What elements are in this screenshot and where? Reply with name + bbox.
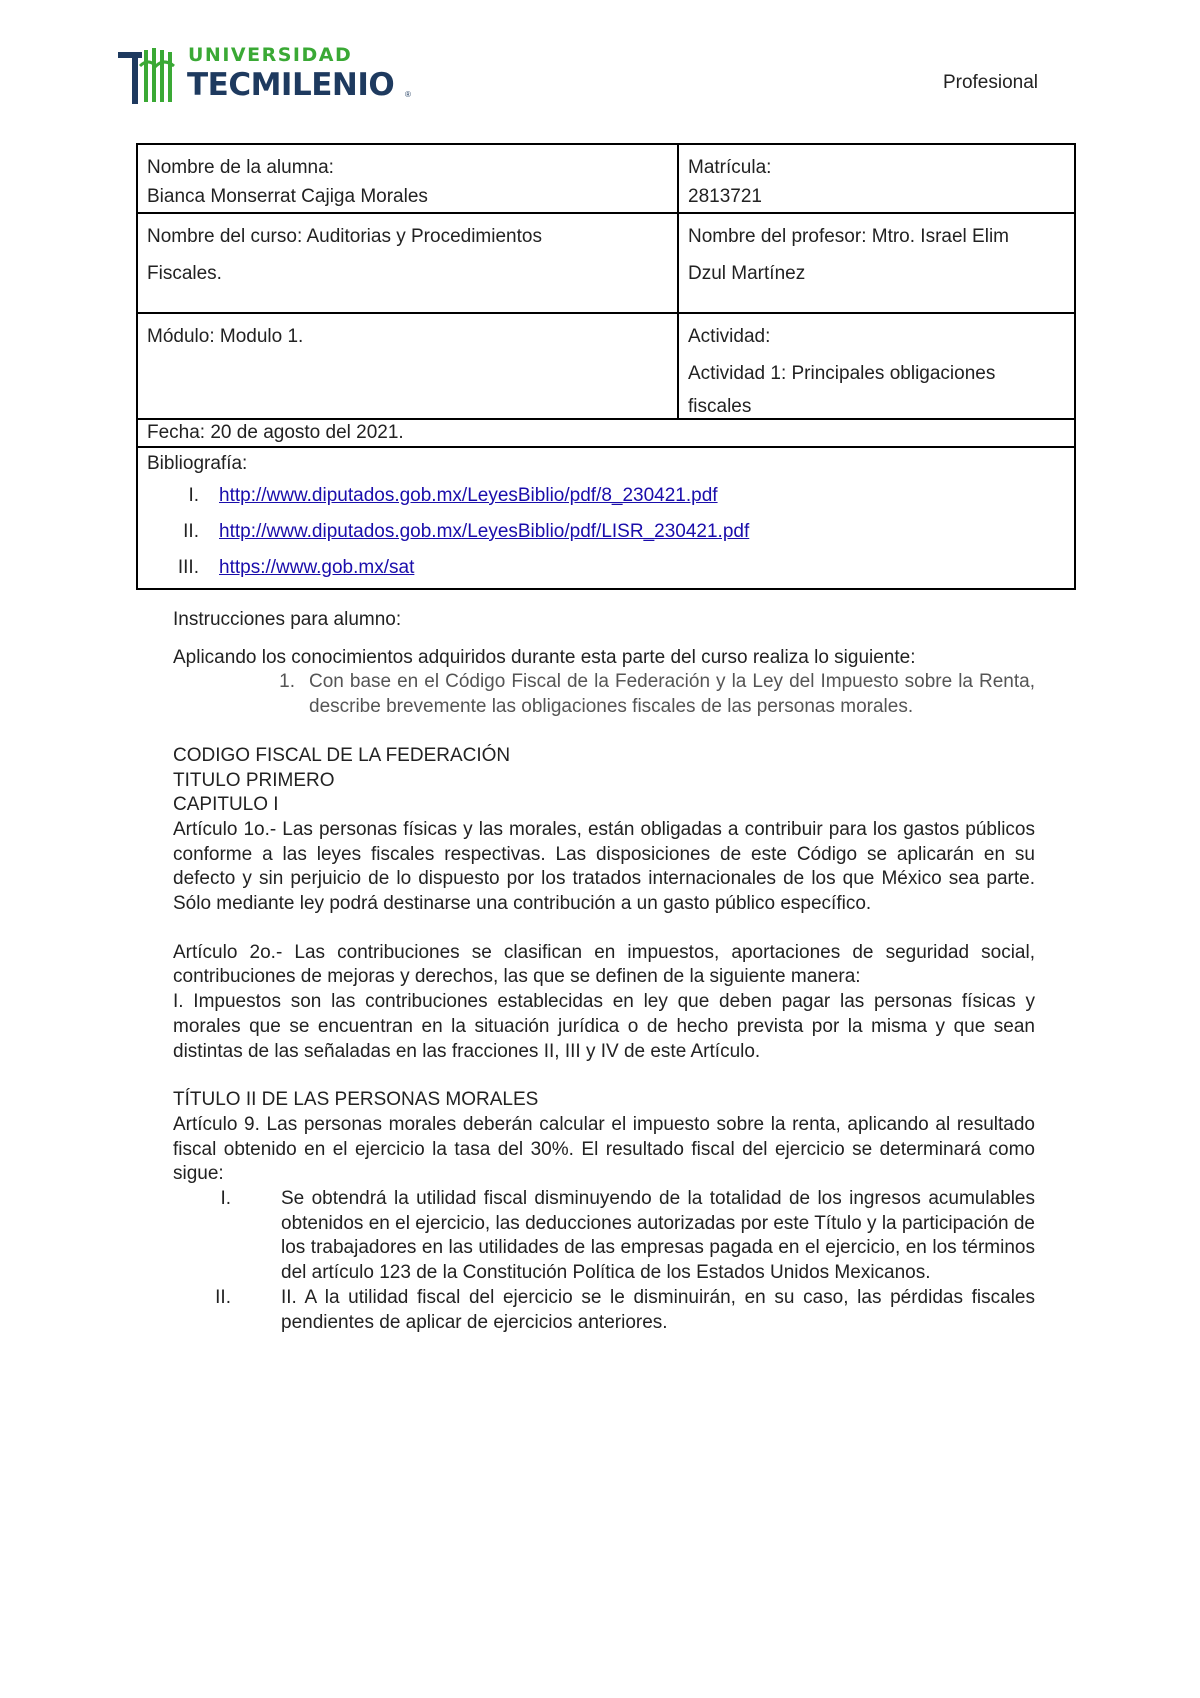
matricula-label: Matrícula: (688, 157, 772, 178)
header-label: Profesional (942, 72, 1038, 93)
logo-tecmilenio-text: TECMILENIO (187, 67, 395, 103)
list-item-text: Se obtendrá la utilidad fiscal disminuyendo de la totalidad de los ingresos acumulables obtenidos en el ejercicio, las deducciones autorizadas por este Título y la participación de los trabajadores en las utilidades de las empresas pagada en el ejercicio, en los términos del artículo 123 de la Constitución Política de los Estados Unidos Mexicanos. (281, 1188, 1035, 1284)
titulo-primero: TITULO PRIMERO (173, 769, 335, 791)
info-table (136, 143, 1076, 590)
bibliography-item (147, 514, 1065, 550)
course-name-line1: Nombre del curso: Auditorias y Procedimientos (147, 226, 542, 247)
activity-cell (678, 313, 1075, 419)
bibliography-link[interactable]: https://www.gob.mx/sat (219, 557, 415, 578)
instructions-title: Instrucciones para alumno: (173, 609, 402, 630)
matricula-cell (678, 144, 1075, 213)
activity-line2: fiscales (688, 396, 752, 417)
bibliography-label: Bibliografía: (147, 453, 248, 474)
professor-line2: Dzul Martínez (688, 263, 806, 284)
tecmilenio-logo-icon (118, 46, 176, 106)
articulo-1: Artículo 1o.- Las personas físicas y las morales, están obligadas a contribuir para los gastos públicos conforme a las leyes fiscales respectivas. Las disposiciones de este Código se aplicarán en su defecto y sin perjuicio de lo dispuesto por los tratados internacionales de los que México sea parte. Sólo mediante ley podrá destinarse una contribución a un gasto público específico. (173, 818, 1035, 915)
date-text: Fecha: 20 de agosto del 2021. (147, 422, 404, 443)
student-cell (137, 144, 678, 213)
bibliography-item (147, 550, 1065, 586)
bibliography-link[interactable]: http://www.diputados.gob.mx/LeyesBiblio/pdf/LISR_230421.pdf (219, 521, 750, 542)
bibliography-cell (137, 447, 1075, 589)
list-item (173, 1286, 1035, 1335)
titulo-ii: TÍTULO II DE LAS PERSONAS MORALES (173, 1089, 539, 1111)
student-name: Bianca Monserrat Cajiga Morales (147, 186, 428, 207)
bibliography-number: II. (183, 521, 199, 542)
module-cell (137, 313, 678, 419)
student-label: Nombre de la alumna: (147, 157, 334, 178)
capitulo: CAPITULO I (173, 794, 279, 816)
bibliography-number: III. (177, 557, 199, 578)
instructions-intro: Aplicando los conocimientos adquiridos durante esta parte del curso realiza lo siguiente: (173, 646, 916, 668)
professor-cell (678, 213, 1075, 313)
list-item-number: II. (215, 1286, 231, 1308)
course-name-line2: Fiscales. (147, 263, 222, 284)
module-text: Módulo: Modulo 1. (147, 326, 304, 347)
list-item-number: I. (220, 1188, 231, 1210)
table-row (137, 419, 1075, 447)
logo-registered-mark: ® (405, 90, 411, 99)
date-cell (137, 419, 1075, 447)
cff-title: CODIGO FISCAL DE LA FEDERACIÓN (173, 744, 511, 766)
bibliography-number: I. (188, 485, 199, 506)
articulo-2: Artículo 2o.- Las contribuciones se clasifican en impuestos, aportaciones de seguridad social, contribuciones de mejoras y derechos, las que se definen de la siguiente manera: (173, 941, 1035, 988)
articulo-9: Artículo 9. Las personas morales deberán calcular el impuesto sobre la renta, aplicando al resultado fiscal obtenido en el ejercicio la tasa del 30%. El resultado fiscal del ejercicio se determinará como sigue: (173, 1113, 1035, 1185)
university-logo (118, 44, 418, 108)
professor-line1: Nombre del profesor: Mtro. Israel Elim (688, 226, 1009, 247)
table-row (137, 144, 1075, 213)
document-body (173, 608, 1035, 1335)
table-row (137, 213, 1075, 313)
matricula-value: 2813721 (688, 186, 762, 207)
list-item-text: II. A la utilidad fiscal del ejercicio se le disminuirán, en su caso, las pérdidas fiscales pendientes de aplicar de ejercicios anteriores. (281, 1286, 1035, 1333)
task-item (173, 670, 1035, 719)
articulo-2-fraccion-i: I. Impuestos son las contribuciones establecidas en ley que deben pagar las personas físicas y morales que se encuentran en la situación jurídica o de hecho prevista por la misma y que sean distintas de las señaladas en las fracciones II, III y IV de este Artículo. (173, 991, 1035, 1062)
bibliography-item (147, 478, 1065, 514)
task-number: 1. (279, 671, 295, 693)
list-item (173, 1187, 1035, 1286)
table-row (137, 447, 1075, 589)
course-cell (137, 213, 678, 313)
task-text: Con base en el Código Fiscal de la Federación y la Ley del Impuesto sobre la Renta, describe brevemente las obligaciones fiscales de las personas morales. (309, 671, 1035, 718)
logo-university-text: UNIVERSIDAD (188, 44, 353, 66)
activity-label: Actividad: (688, 326, 771, 347)
activity-line1: Actividad 1: Principales obligaciones (688, 363, 996, 384)
table-row (137, 313, 1075, 419)
bibliography-link[interactable]: http://www.diputados.gob.mx/LeyesBiblio/pdf/8_230421.pdf (219, 485, 718, 506)
